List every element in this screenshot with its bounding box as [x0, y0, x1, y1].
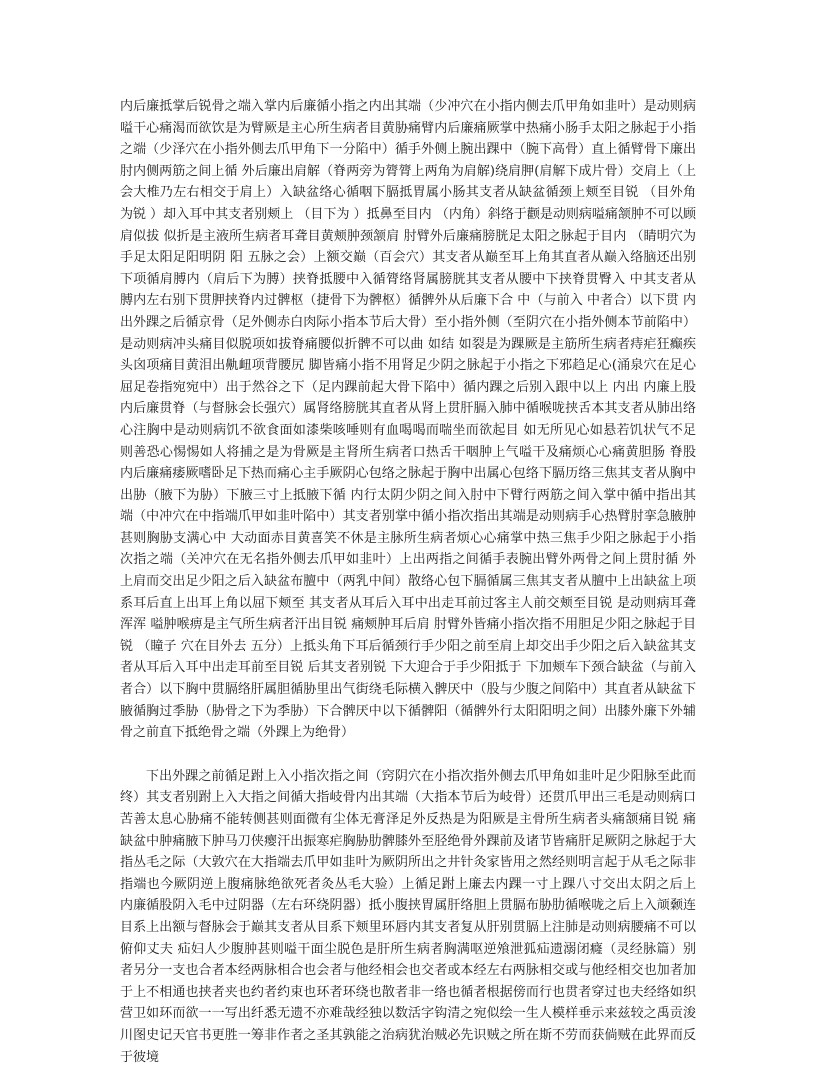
body-paragraph-1: 内后廉抵掌后锐骨之端入掌内后廉循小指之内出其端（少冲穴在小指内侧去爪甲角如韭叶）是动则病嗌干心痛渴而欲饮是为臂厥是主心所生病者目黄胁痛臂内后廉痛厥掌中热痛小肠手太阳之脉起于小指之端（少泽穴在小指外侧去爪甲角下一分陷中）循手外侧上腕出踝中（腕下高骨）直上循臂骨下廉出肘内侧两筋之间上循 外后廉出肩解（脊两旁为膂膂上两角为肩解)绕肩胛(肩解下成片骨）交肩上（上会大椎乃左右相交于肩上）入缺盆络心循咽下膈抵胃属小肠其支者从缺盆循颈上颊至目锐 （目外角为锐 ）却入耳中其支者别颊上 （目下为 ）抵鼻至目内 （内角）斜络于颧是动则病嗌痛颔肿不可以顾肩似拔 似折是主液所生病者耳聋目黄颊肿颈颔肩 肘臂外后廉痛膀胱足太阳之脉起于目内 （睛明穴为手足太阳足阳明阴 阳 五脉之会）上额交巅（百会穴）其支者从巅至耳上角其直者从巅入络脑还出别下项循肩膊内（肩后下为膊）挟脊抵腰中入循膂络肾属膀胱其支者从腰中下挟脊贯臀入 中其支者从膊内左右别下贯胛挟脊内过髀枢（捷骨下为髀枢）循髀外从后廉下合 中（与前入 中者合）以下贯 内出外踝之后循京骨（足外侧赤白肉际小指本节后大骨）至小指外侧（至阴穴在小指外侧本节前陷中）是动则病冲头痛目似脱项如拔脊痛腰似折髀不可以曲 如结 如裂是为踝厥是主筋所生病者痔疟狂癫疾头囟项痛目黄泪出鼽衄项背腰尻 脚皆痛小指不用肾足少阴之脉起于小指之下邪趋足心(涌泉穴在足心屈足卷指宛宛中）出于然谷之下（足内踝前起大骨下陷中）循内踝之后别入跟中以上 内出 内廉上股内后廉贯脊（与督脉会长强穴）属肾络膀胱其直者从肾上贯肝膈入肺中循喉咙挟舌本其支者从肺出络心注胸中是动则病饥不欲食面如漆柴咳唾则有血喝喝而喘坐而欲起目 如无所见心如悬若饥状气不足则善恐心惕惕如人将捕之是为骨厥是主肾所生病者口热舌干咽肿上气嗌干及痛烦心心痛黄胆肠 脊股内后廉痛痿厥嗜卧足下热而痛心主手厥阴心包络之脉起于胸中出属心包络下膈历络三焦其支者从胸中出胁（腋下为胁）下腋三寸上抵腋下循 内行太阴少阴之间入肘中下臂行两筋之间入掌中循中指出其端（中冲穴在中指端爪甲如韭叶陷中）其支者别掌中循小指次指出其端是动则病手心热臂肘挛急腋肿甚则胸胁支满心中 大动面赤目黄喜笑不休是主脉所生病者烦心心痛掌中热三焦手少阳之脉起于小指次指之端（关冲穴在无名指外侧去爪甲如韭叶）上出两指之间循手表腕出臂外两骨之间上贯肘循 外上肩而交出足少阳之后入缺盆布膻中（两乳中间）散络心包下膈循属三焦其支者从膻中上出缺盆上项系耳后直上出耳上角以屈下颊至 其支者从耳后入耳中出走耳前过客主人前交颊至目锐 是动则病耳聋浑浑 嗌肿喉痹是主气所生病者汗出目锐 痛颊肿耳后肩 肘臂外皆痛小指次指不用胆足少阳之脉起于目锐 （瞳子 穴在目外去 五分）上抵头角下耳后循颈行手少阳之前至肩上却交出手少阳之后入缺盆其支者从耳后入耳中出走耳前至目锐 后其支者别锐 下大迎合于手少阳抵于 下加颊车下颈合缺盆（与前入者合）以下胸中贯膈络肝属胆循胁里出气街绕毛际横入髀厌中（股与少腹之间陷中）其直者从缺盆下腋循胸过季胁（胁骨之下为季胁）下合髀厌中以下循髀阳（循髀外行太阳阳明之间）出膝外廉下外辅骨之前直下抵绝骨之端（外踝上为绝骨）	[120, 99, 696, 741]
body-paragraph-2: 下出外踝之前循足跗上入小指次指之间（窍阴穴在小指次指外侧去爪甲角如韭叶足少阳脉至此而终）其支者别跗上入大指之间循大指岐骨内出其端（大指本节后为岐骨）还贯爪甲出三毛是动则病口苦善太息心胁痛不能转侧甚则面微有尘体无膏泽足外反热是为阳厥是主骨所生病者头痛颔痛目锐 痛缺盆中肿痛腋下肿马刀侠瘿汗出振寒疟胸胁肋髀膝外至胫绝骨外踝前及诸节皆痛肝足厥阴之脉起于大指丛毛之际（大敦穴在大指端去爪甲如韭叶为厥阴所出之井针灸家皆用之然经则明言起于从毛之际非指端也今厥阴逆上腹痛脉绝欲死者灸丛毛大验）上循足跗上廉去内踝一寸上踝八寸交出太阴之后上 内廉循股阴入毛中过阴器（左右环绕阴器）抵小腹挟胃属肝络胆上贯膈布胁肋循喉咙之后上入颃颡连目系上出额与督脉会于巅其支者从目系下颊里环唇内其支者复从肝别贯膈上注肺是动则病腰痛不可以俯仰丈夫 疝妇人少腹肿甚则嗌干面尘脱色是肝所生病者胸满呕逆飧泄狐疝遗溺闭癃（灵经脉篇）别者另分一支也合者本经两脉相合也会者与他经相会也交者或本经左右两脉相交或与他经相交也加者加于上不相通也挟者夹也约者约束也环者环绕也散者非一络也循者根据傍而行也贯者穿过也夫经络如织营卫如环而欲一一写出纤悉无遗不亦难哉经独以数活字钩清之宛似绘一生人模样垂示来兹较之禹贡浚川图史记天官书更胜一筹非作者之圣其孰能之治病犹治贼必先识贼之所在斯不劳而获倘贼在此界而反于彼境	[120, 768, 696, 1065]
